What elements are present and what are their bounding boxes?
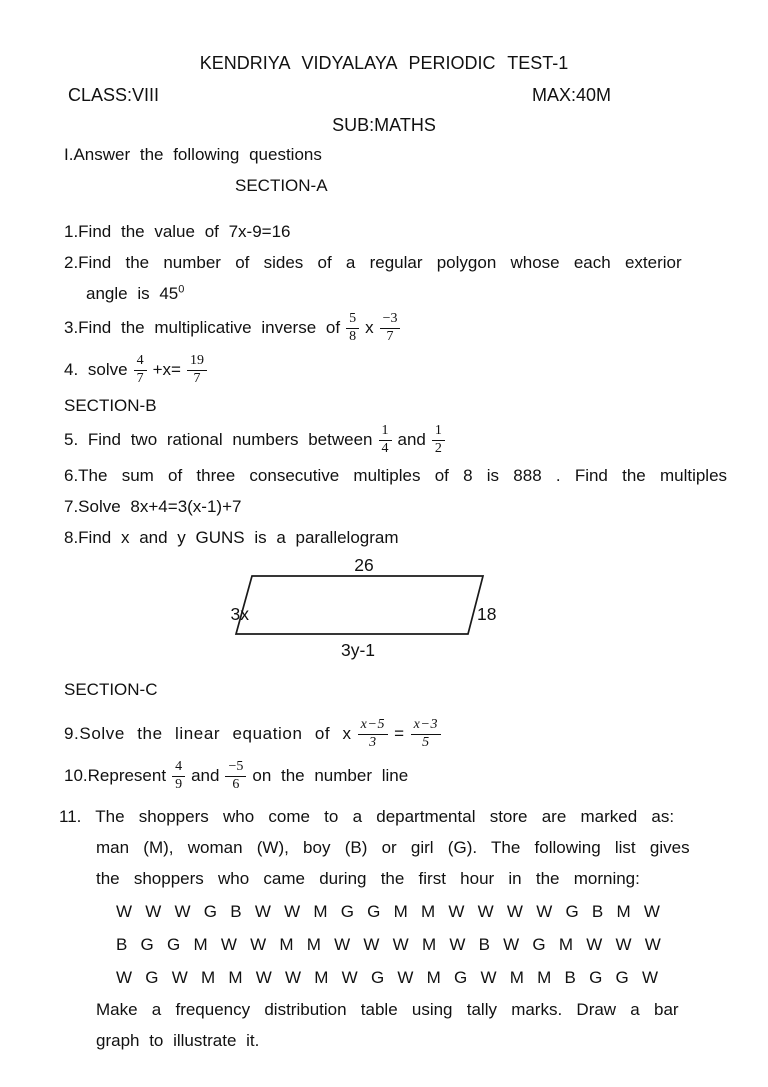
question-11-line2: man (M), woman (W), boy (B) or girl (G). The following list gives — [96, 838, 690, 857]
header-row — [64, 84, 704, 106]
left-side-label: 3x — [230, 604, 249, 624]
question-1: 1.Find the value of 7x-9=16 — [64, 222, 291, 241]
fraction: $\frac{1}{2}$ — [432, 424, 445, 456]
question-8: 8.Find x and y GUNS is a parallelogram — [64, 528, 399, 547]
exponent: 0 — [178, 283, 185, 296]
question-7: 7.Solve 8x+4=3(x-1)+7 — [64, 497, 242, 516]
right-side-label: 18 — [477, 604, 497, 624]
question-4: 4. solve $\frac{4}{7}$ +x= $\frac{19}{7}$ — [64, 349, 704, 391]
question-10: 10.Represent $\frac{4}{9}$ and $\frac{-5}{6}$ on the number line — [64, 758, 409, 792]
question-2-line2: angle is $45^0$ — [86, 283, 185, 303]
fraction: $\frac{-3}{7}$ — [380, 312, 401, 344]
shopper-data-row: W G W M M W W M W G W M G W M M B G G W — [116, 968, 659, 987]
fraction: $\frac{4}{9}$ — [172, 760, 185, 792]
section-a-heading: SECTION-A — [235, 176, 328, 195]
question-2-line1: 2.Find the number of sides of a regular polygon whose each exterior — [64, 253, 682, 272]
question-9: 9.Solve the linear equation of x $\frac{x-5}{3}$ = $\frac{x-3}{5}$ — [64, 713, 704, 755]
max-marks-label: MAX:40M — [531, 85, 611, 105]
fraction: $\frac{5}{8}$ — [346, 312, 359, 344]
instruction-text: I.Answer the following questions — [64, 145, 322, 164]
question-11-line4: Make a frequency distribution table using tally marks. Draw a bar — [96, 1000, 679, 1019]
fraction: $\frac{4}{7}$ — [134, 354, 147, 386]
parallelogram-diagram — [176, 553, 704, 667]
page-title: KENDRIYA VIDYALAYA PERIODIC TEST-1 — [199, 53, 569, 73]
class-label: CLASS:VIII — [68, 85, 160, 105]
question-3: 3.Find the multiplicative inverse of $\frac{5}{8}$ x $\frac{-3}{7}$ — [64, 307, 704, 349]
bottom-side-label: 3y-1 — [340, 640, 376, 660]
fraction: $\frac{x-5}{3}$ — [358, 718, 388, 750]
question-11-line1: 11. The shoppers who come to a departmental store are marked as: — [59, 807, 675, 826]
parallelogram-shape — [236, 576, 483, 634]
question-6: 6.The sum of three consecutive multiples of 8 is 888 . Find the multiples — [64, 466, 728, 485]
section-b-heading: SECTION-B — [64, 396, 157, 415]
shopper-data-row: B G G M W W M M W W W M W B W G M W W W — [116, 935, 661, 954]
subject-label: SUB:MATHS — [332, 115, 436, 135]
fraction: $\frac{19}{7}$ — [187, 354, 207, 386]
fraction: $\frac{-5}{6}$ — [225, 760, 246, 792]
fraction: $\frac{1}{4}$ — [379, 424, 392, 456]
section-c-heading: SECTION-C — [64, 680, 158, 699]
question-11-line3: the shoppers who came during the first hour in the morning: — [96, 869, 640, 888]
top-side-label: 26 — [354, 555, 374, 575]
shopper-data-row: W W W G B W W M G G M M W W W W G B M W — [116, 902, 660, 921]
fraction: $\frac{x-3}{5}$ — [411, 718, 441, 750]
question-5: 5. Find two rational numbers between $\frac{1}{4}$ and $\frac{1}{2}$ — [64, 419, 704, 461]
question-11-line5: graph to illustrate it. — [96, 1031, 260, 1050]
